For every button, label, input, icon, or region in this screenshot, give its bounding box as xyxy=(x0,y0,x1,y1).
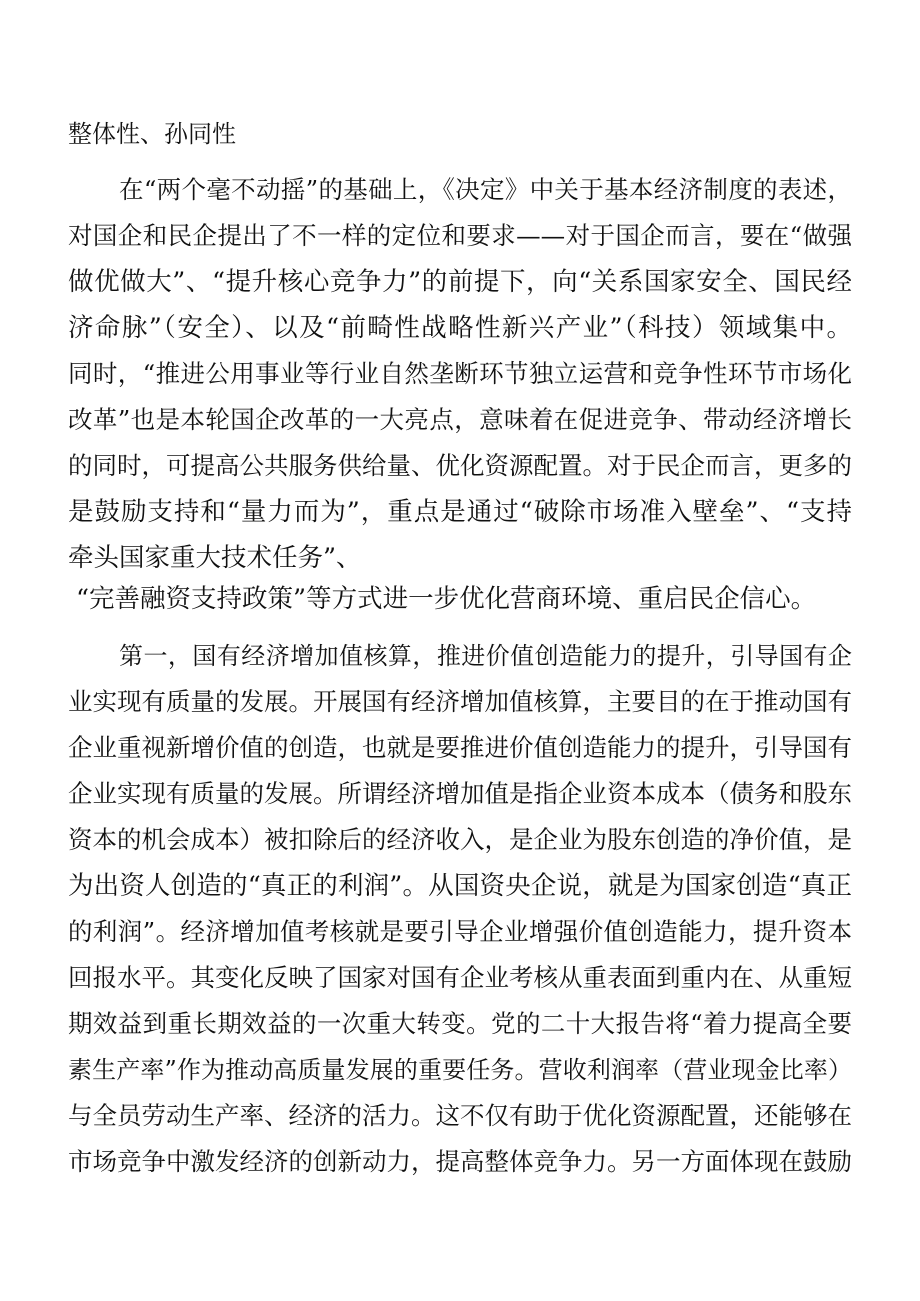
paragraph-line: 同时，“推进公用事业等行业自然垄断环节独立运营和竞争性环节市场化 xyxy=(68,359,852,388)
paragraph-line: 素生产率”作为推动高质量发展的重要任务。营收利润率（营业现金比率） xyxy=(68,1056,852,1084)
paragraph-line: 改革”也是本轮国企改革的一大亮点，意味着在促进竞争、带动经济增长 xyxy=(68,405,852,434)
paragraph-line: 在“两个毫不动摇”的基础上，《决定》中关于基本经济制度的表述， xyxy=(119,175,852,204)
paragraph-line: 企业实现有质量的发展。所谓经济增加值是指企业资本成本（债务和股东 xyxy=(68,779,852,808)
paragraph-line: 与全员劳动生产率、经济的活力。这不仅有助于优化资源配置，还能够在 xyxy=(68,1101,852,1130)
paragraph-line: 为出资人创造的“真正的利润”。从国资央企说，就是为国家创造“真正 xyxy=(68,871,852,901)
paragraph-line: 的同时，可提高公共服务供给量、优化资源配置。对于民企而言，更多的 xyxy=(68,451,852,480)
paragraph-line: 期效益到重长期效益的一次重大转变。党的二十大报告将“着力提高全要 xyxy=(68,1009,852,1038)
paragraph-line: 回报水平。其变化反映了国家对国有企业考核从重表面到重内在、从重短 xyxy=(68,963,852,992)
section-heading: 整体性、孙同性 xyxy=(68,120,236,148)
paragraph-line: 企业重视新增价值的创造，也就是要推进价值创造能力的提升，引导国有 xyxy=(68,733,852,762)
paragraph-line: 市场竞争中激发经济的创新动力，提高整体竞争力。另一方面体现在鼓励 xyxy=(68,1147,852,1176)
paragraph-line: 做优做大”、“提升核心竞争力”的前提下，向“关系国家安全、国民经 xyxy=(68,267,852,297)
paragraph-line: 对国企和民企提出了不一样的定位和要求——对于国企而言，要在“做强 xyxy=(68,221,852,250)
paragraph-line: 资本的机会成本）被扣除后的经济收入，是企业为股东创造的净价值，是 xyxy=(68,825,852,854)
paragraph-line: 第一，国有经济增加值核算，推进价值创造能力的提升，引导国有企 xyxy=(119,642,852,670)
paragraph-line: 牵头国家重大技术任务”、 xyxy=(68,543,362,573)
paragraph-line: “完善融资支持政策”等方式进一步优化营商环境、重启民企信心。 xyxy=(76,584,817,614)
paragraph-line: 的利润”。经济增加值考核就是要引导企业增强价值创造能力，提升资本 xyxy=(68,917,852,946)
paragraph-line: 业实现有质量的发展。开展国有经济增加值核算，主要目的在于推动国有 xyxy=(68,687,852,716)
paragraph-line: 是鼓励支持和“量力而为”，重点是通过“破除市场准入壁垒”、“支持 xyxy=(68,497,852,527)
paragraph-line: 济命脉”（安全）、以及“前畸性战略性新兴产业”（科技）领域集中。 xyxy=(68,313,852,343)
